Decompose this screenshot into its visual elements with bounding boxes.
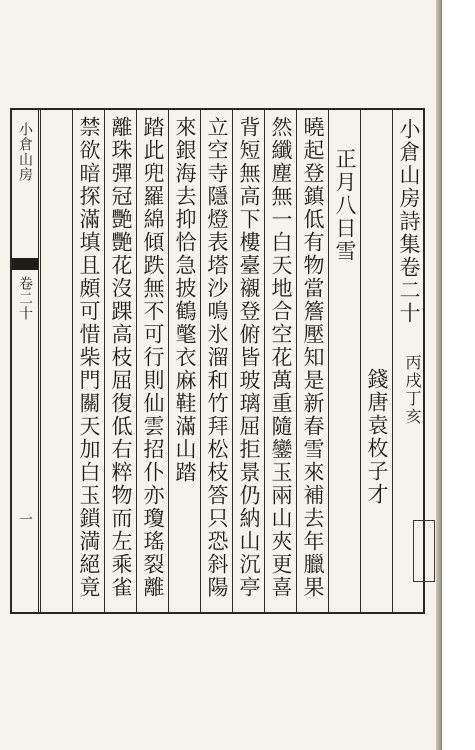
text-line: 背短無高下樓臺襯登俯皆玻璃屈拒景仍納山沉亭	[237, 116, 261, 599]
fold-page-number: 一	[17, 512, 33, 526]
text-line: 來銀海去抑恰急披鶴氅衣麻鞋滿山踏	[173, 116, 197, 484]
text-line: 立空寺隱燈表塔沙鳴氷溜和竹拜松枝答只恐斜陽	[205, 116, 229, 599]
book-title-line: 小倉山房詩集卷二十	[397, 118, 421, 325]
text-line: 然纖塵無一白天地合空花萬重隨鑾玉兩山夾更喜	[269, 116, 293, 599]
fish-tail-mark	[12, 258, 38, 270]
column-rule	[360, 110, 361, 612]
column-rule	[232, 110, 233, 612]
year-note: 丙戌丁亥	[403, 354, 422, 426]
text-line: 曉起登鎮低有物當簷壓知是新春雪來補去年臘果	[301, 116, 325, 599]
column-rule	[136, 110, 137, 612]
fold-title: 小倉山房	[17, 122, 33, 182]
column-rule	[72, 110, 73, 612]
column-rule	[200, 110, 201, 612]
column-rule	[40, 110, 41, 612]
collector-seal	[413, 520, 435, 582]
fold-strip	[12, 110, 39, 612]
fold-volume: 卷二十	[17, 276, 33, 321]
column-rule	[264, 110, 265, 612]
column-rule	[168, 110, 169, 612]
column-rule	[392, 110, 393, 612]
text-line: 禁欲暗探滿填且頗可惜柴門關天加白玉鎖満絕竟	[77, 116, 101, 599]
column-rule	[296, 110, 297, 612]
text-line: 離珠彈冠艷艷花沒踝高枝屈復低右粹物而左乘雀	[109, 116, 133, 599]
column-rule	[104, 110, 105, 612]
poem-title: 正月八日雪	[333, 148, 357, 263]
author-line: 錢唐袁枚子才	[365, 368, 389, 506]
text-line: 踏此兜羅綿傾跌無不可行則仙雲招仆亦瓊瑤裂離	[141, 116, 165, 599]
text-frame	[10, 108, 425, 614]
margin	[442, 0, 475, 750]
column-rule	[328, 110, 329, 612]
